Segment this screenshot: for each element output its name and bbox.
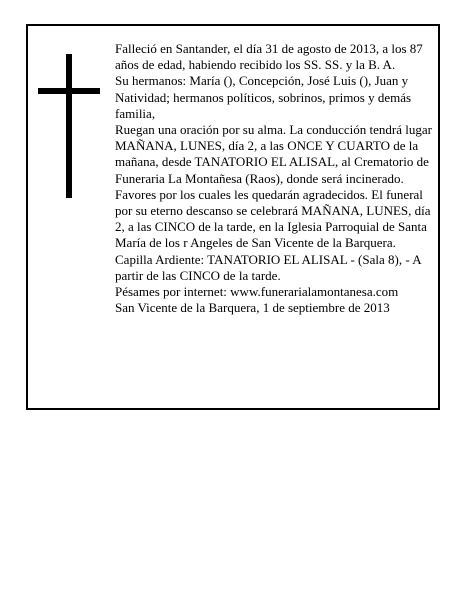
cross-horizontal-bar: [38, 88, 100, 94]
chapel-info: Capilla Ardiente: TANATORIO EL ALISAL - (Sala 8), - A partir de las CINCO de la tarde.: [115, 251, 421, 283]
death-announcement: Falleció en Santander, el día 31 de agosto de 2013, a los 87 años de edad, habiendo recibido los SS. SS. y la B. A.: [115, 41, 423, 73]
cross-vertical-bar: [66, 54, 72, 198]
obituary-notice: [26, 24, 440, 410]
family-members: Su hermanos: María (), Concepción, José Luis (), Juan y Natividad; hermanos políticos, sobrinos, primos y demás familia,: [115, 73, 412, 121]
notice-text: [115, 41, 433, 316]
funeral-details: Ruegan una oración por su alma. La conducción tendrá lugar MAÑANA, LUNES, día 2, a las ONCE Y CUARTO de la mañana, desde TANATORIO EL ALISAL, al Crematorio de Funeraria La Montañesa (Raos), donde será incinerado. Favores por los cuales les quedarán agradecidos. El funeral por su eterno descanso se celebrará MAÑANA, LUNES, día 2, a las CINCO de la tarde, en la Iglesia Parroquial de Santa María de los r Angeles de San Vicente de la Barquera.: [115, 122, 432, 251]
place-and-date: San Vicente de la Barquera, 1 de septiembre de 2013: [115, 300, 390, 316]
cross-icon: [38, 54, 100, 198]
condolences-website: Pésames por internet: www.funerarialamontanesa.com: [115, 284, 399, 300]
